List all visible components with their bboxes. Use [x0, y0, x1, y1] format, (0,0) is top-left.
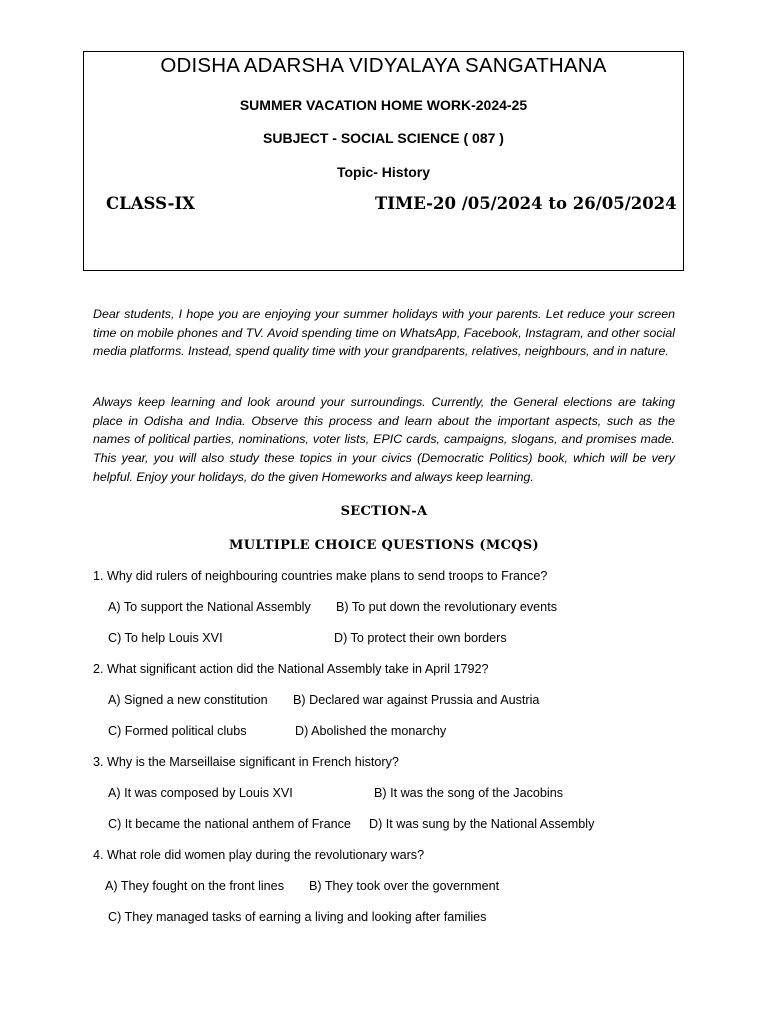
section-title: SECTION-A	[340, 504, 428, 519]
question-text: 1. Why did rulers of neighbouring countries make plans to send troops to France?	[93, 569, 548, 583]
option-text: C) Formed political clubs	[108, 724, 247, 738]
intro-paragraph-1: Dear students, I hope you are enjoying your summer holidays with your parents. Let reduce your screen time on mobile phones and TV. Avoid spending time on WhatsApp, Facebook, Instagram, and other social media platforms. Instead, spend quality time with your grandparents, relatives, neighbours, and in nature.	[93, 307, 675, 359]
option-text: A) Signed a new constitution	[108, 693, 268, 707]
option-text: D) Abolished the monarchy	[295, 724, 447, 738]
school-name: ODISHA ADARSHA VIDYALAYA SANGATHANA	[160, 54, 607, 77]
option-text: B) It was the song of the Jacobins	[374, 786, 564, 800]
class-label: CLASS-IX	[106, 194, 195, 213]
header-box	[83, 51, 684, 271]
option-text: D) To protect their own borders	[334, 631, 507, 645]
homework-title: SUMMER VACATION HOME WORK-2024-25	[239, 97, 528, 113]
mcq-heading: MULTIPLE CHOICE QUESTIONS (MCQS)	[229, 538, 539, 553]
option-text: C) They managed tasks of earning a living and looking after families	[108, 910, 487, 924]
option-text: D) It was sung by the National Assembly	[369, 817, 595, 831]
option-text: B) To put down the revolutionary events	[336, 600, 557, 614]
question-text: 2. What significant action did the National Assembly take in April 1792?	[93, 662, 489, 676]
time-label: TIME-20 /05/2024 to 26/05/2024	[375, 194, 677, 213]
option-text: B) They took over the government	[309, 879, 500, 893]
question-text: 4. What role did women play during the revolutionary wars?	[93, 848, 425, 862]
intro-paragraph-2: Always keep learning and look around your surroundings. Currently, the General elections are taking place in Odisha and India. Observe this process and learn about the important aspects, such as the names of political parties, nominations, voter lists, EPIC cards, campaigns, slogans, and promises made. This year, you will also study these topics in your civics (Democratic Politics) book, which will be very helpful. Enjoy your holidays, do the given Homeworks and always keep learning.	[93, 395, 675, 484]
subject-line: SUBJECT - SOCIAL SCIENCE ( 087 )	[263, 130, 504, 146]
option-text: B) Declared war against Prussia and Austria	[293, 693, 540, 707]
question-text: 3. Why is the Marseillaise significant in French history?	[93, 755, 399, 769]
option-text: A) They fought on the front lines	[105, 879, 284, 893]
topic-line: Topic- History	[336, 164, 431, 180]
option-text: C) To help Louis XVI	[108, 631, 223, 645]
option-text: A) It was composed by Louis XVI	[108, 786, 293, 800]
option-text: A) To support the National Assembly	[108, 600, 311, 614]
option-text: C) It became the national anthem of France	[108, 817, 351, 831]
